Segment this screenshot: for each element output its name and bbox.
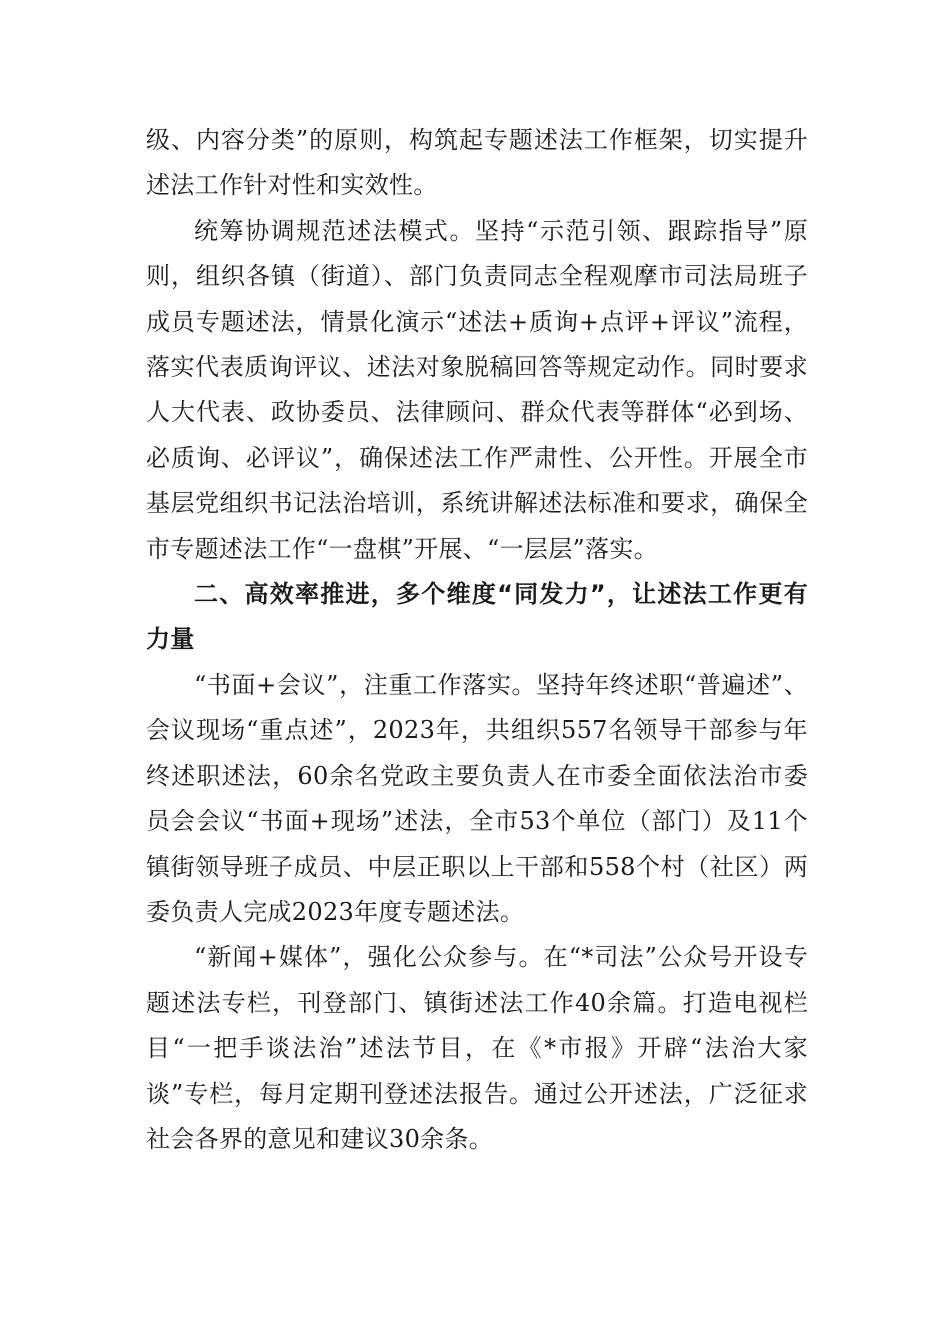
- body-paragraph: 统筹协调规范述法模式。坚持“示范引领、跟踪指导”原则，组织各镇（街道）、部门负责同志全程观摩市司法局班子成员专题述法，情景化演示“述法+质询+点评+评议”流程，落实代表质询评议、述法对象脱稿回答等规定动作。同时要求人大代表、政协委员、法律顾问、群众代表等群体“必到场、必质询、必评议”，确保述法工作严肃性、公开性。开展全市基层党组织书记法治培训，系统讲解述法标准和要求，确保全市专题述法工作“一盘棋”开展、“一层层”落实。: [146, 216, 808, 563]
- section-heading: 二、高效率推进，多个维度“同发力”，让述法工作更有力量: [146, 580, 808, 654]
- body-paragraph: “新闻+媒体”，强化公众参与。在“*司法”公众号开设专题述法专栏，刊登部门、镇街述法工作40余篇。打造电视栏目“一把手谈法治”述法节目，在《*市报》开辟“法治大家谈”专栏，每月定期刊登述法报告。通过公开述法，广泛征求社会各界的意见和建议30余条。: [146, 943, 808, 1153]
- body-paragraph: “书面+会议”，注重工作落实。坚持年终述职“普遍述”、会议现场“重点述”，2023年，共组织557名领导干部参与年终述职述法，60余名党政主要负责人在市委全面依法治市委员会会议“书面+现场”述法，全市53个单位（部门）及11个镇街领导班子成员、中层正职以上干部和558个村（社区）两委负责人完成2023年度专题述法。: [146, 670, 808, 926]
- document-body: [146, 118, 808, 1162]
- body-paragraph: 级、内容分类”的原则，构筑起专题述法工作框架，切实提升述法工作针对性和实效性。: [146, 126, 808, 200]
